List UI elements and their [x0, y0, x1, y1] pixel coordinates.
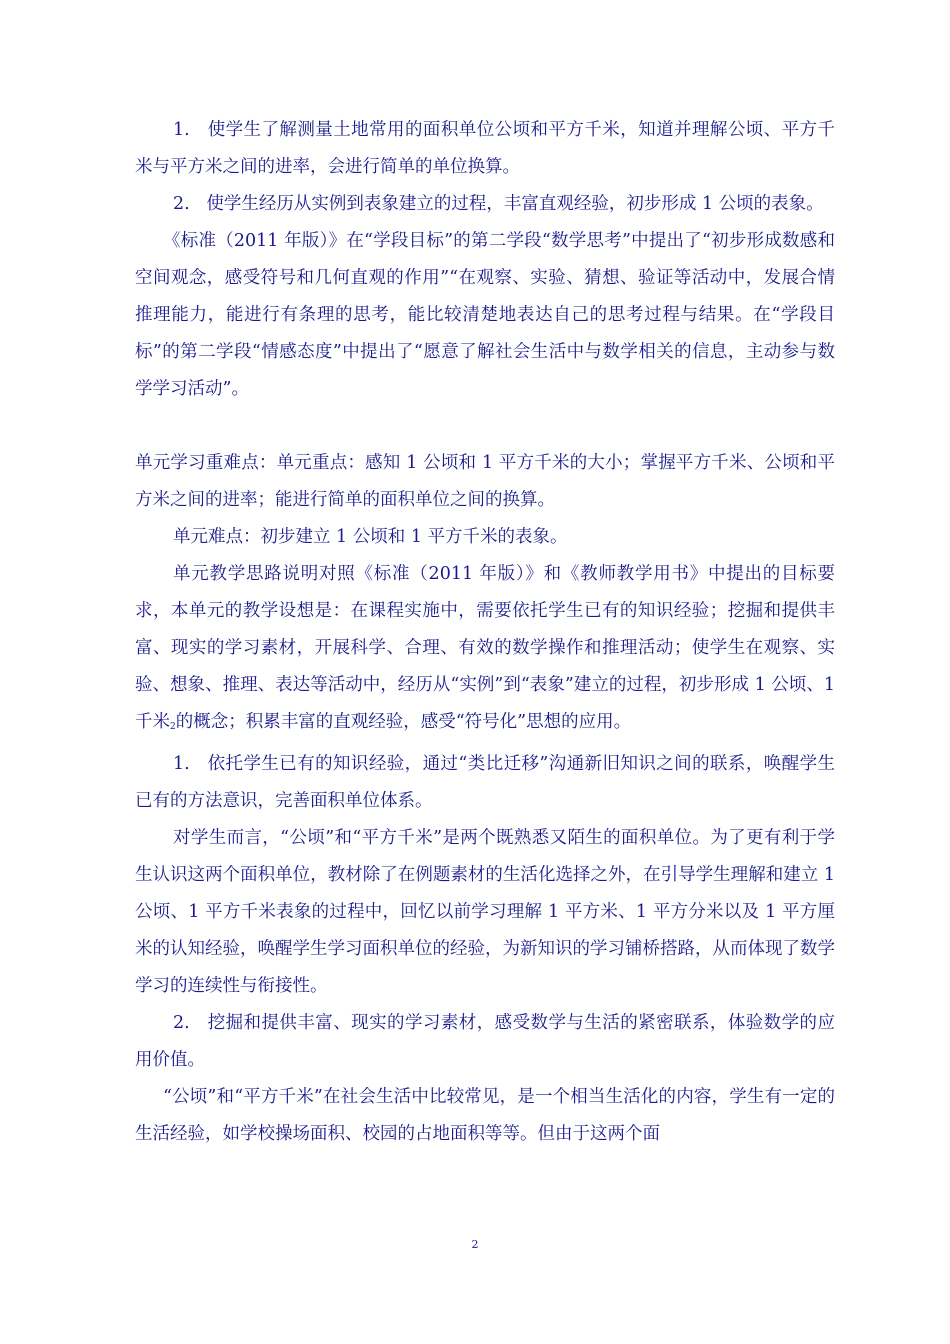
- teaching-approach-paragraph: [135, 556, 835, 746]
- objective-2: 2. 使学生经历从实例到表象建立的过程，丰富直观经验，初步形成 1 公顷的表象。: [173, 194, 824, 214]
- strategy-2-body: “公顷”和“平方千米”在社会生活中比较常见，是一个相当生活化的内容，学生有一定的生活经验，如学校操场面积、校园的占地面积等等。但由于这两个面: [135, 1087, 835, 1144]
- document-body: [135, 112, 835, 1153]
- teaching-approach-text-b: 的概念；积累丰富的直观经验，感受“符号化”思想的应用。: [175, 712, 632, 732]
- page-number: 2: [471, 1238, 479, 1251]
- paragraph-spacer: [135, 408, 835, 445]
- superscript-2: 2: [170, 722, 176, 732]
- strategy-1-heading: 1. 依托学生已有的知识经验，通过“类比迁移”沟通新旧知识之间的联系，唤醒学生已有的方法意识，完善面积单位体系。: [135, 754, 835, 811]
- standard-paragraph: 《标准（2011 年版）》在“学段目标”的第二学段“数学思考”中提出了“初步形成数感和空间观念，感受符号和几何直观的作用”“在观察、实验、猜想、验证等活动中，发展合情推理能力，能进行有条理的思考，能比较清楚地表达自己的思考过程与结果。在“学段目标”的第二学段“情感态度”中提出了“愿意了解社会生活中与数学相关的信息，主动参与数学学习活动”。: [135, 231, 835, 399]
- key-points-paragraph: 单元学习重难点：单元重点：感知 1 公顷和 1 平方千米的大小；掌握平方千米、公顷和平方米之间的进率；能进行简单的面积单位之间的换算。: [135, 453, 835, 510]
- strategy-2-heading: 2. 挖掘和提供丰富、现实的学习素材，感受数学与生活的紧密联系，体验数学的应用价值。: [135, 1013, 835, 1070]
- teaching-approach-text-a: 单元教学思路说明对照《标准（2011 年版）》和《教师教学用书》中提出的目标要求，本单元的教学设想是：在课程实施中，需要依托学生已有的知识经验；挖掘和提供丰富、现实的学习素材，开展科学、合理、有效的数学操作和推理活动；使学生在观察、实验、想象、推理、表达等活动中，经历从“实例”到“表象”建立的过程，初步形成 1 公顷、1 千米: [135, 564, 835, 732]
- difficulty-paragraph: 单元难点：初步建立 1 公顷和 1 平方千米的表象。: [173, 527, 568, 547]
- objective-1: 1. 使学生了解测量土地常用的面积单位公顷和平方千米，知道并理解公顷、平方千米与平方米之间的进率，会进行简单的单位换算。: [135, 120, 835, 177]
- strategy-1-body: 对学生而言，“公顷”和“平方千米”是两个既熟悉又陌生的面积单位。为了更有利于学生认识这两个面积单位，教材除了在例题素材的生活化选择之外，在引导学生理解和建立 1 公顷、1 平方千米表象的过程中，回忆以前学习理解 1 平方米、1 平方分米以及 1 平方厘米的认知经验，唤醒学生学习面积单位的经验，为新知识的学习铺桥搭路，从而体现了数学学习的连续性与衔接性。: [135, 828, 835, 996]
